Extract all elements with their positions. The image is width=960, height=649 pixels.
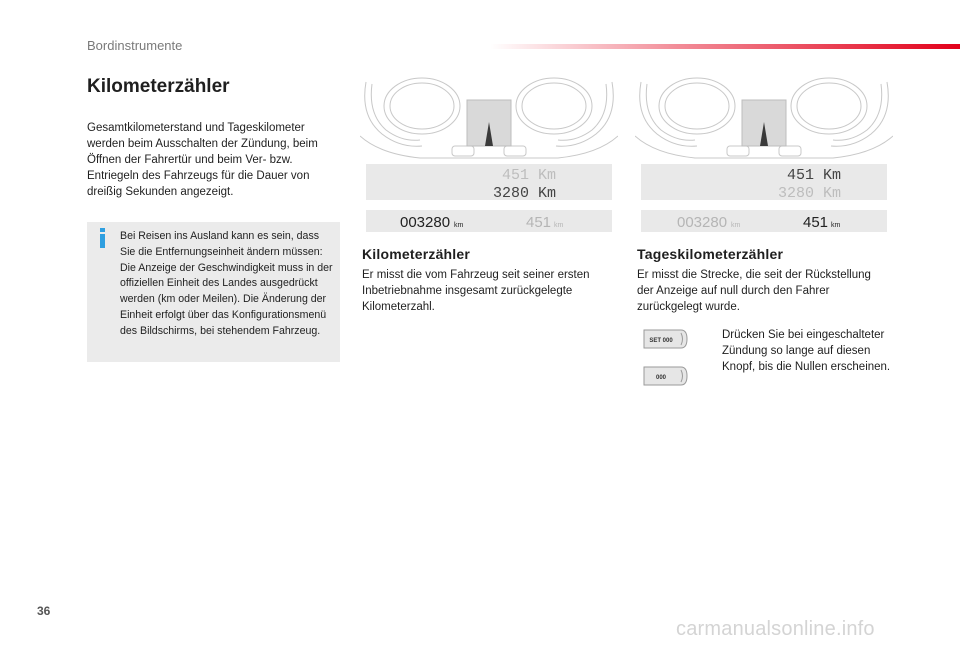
lcd-total-reading: 3280 Km — [777, 185, 841, 202]
info-text: Bei Reisen ins Ausland kann es sein, dass Sie die Entfernungseinheit ändern müssen: Die Anzeige der Geschwindigkeit muss in der offiziellen Einheit des Landes ausgedrückt werden (km oder Meilen). Die Änderung der Einheit erfolgt über das Konfigurationsmenü des Bildschirms, bei stehendem Fahrzeug. — [120, 230, 333, 337]
intro-paragraph: Gesamtkilometerstand und Tageskilometer werden beim Ausschalten der Zündung, beim Öffnen der Fahrertür und beim Ver- bzw. Entriegeln des Fahrzeugs für die Dauer von dreißig Sekunden angezeigt. — [87, 122, 318, 198]
section-label: Bordinstrumente — [87, 38, 183, 53]
lcd-total-reading: 3280 Km — [492, 185, 556, 202]
watermark: carmanualsonline.info — [676, 618, 875, 640]
reset-000-button-label: 000 — [655, 375, 667, 381]
info-icon — [98, 228, 108, 248]
dashboard-trip-illustration — [635, 76, 893, 236]
digital-trip-reading: 451 — [803, 214, 829, 231]
digital-trip-unit: km — [831, 222, 841, 229]
odometer-title: Kilometerzähler — [362, 246, 471, 262]
digital-trip-unit: km — [554, 222, 564, 229]
digital-total-reading: 003280 — [400, 214, 451, 231]
trip-title: Tageskilometerzähler — [637, 246, 784, 262]
digital-total-reading: 003280 — [677, 214, 728, 231]
odometer-text: Er misst die vom Fahrzeug seit seiner ersten Inbetriebnahme insgesamt zurückgelegte Kilometerzahl. — [362, 269, 590, 313]
lcd-trip-reading: 451 Km — [501, 167, 556, 184]
info-box — [87, 222, 340, 362]
digital-trip-reading: 451 — [526, 214, 552, 231]
trip-reset-step: Drücken Sie bei eingeschalteter Zündung so lange auf diesen Knopf, bis die Nullen erscheinen. — [722, 329, 891, 373]
digital-total-unit: km — [731, 222, 741, 229]
header-accent-bar — [490, 44, 960, 49]
set-000-button-label: SET 000 — [649, 338, 673, 344]
digital-total-unit: km — [454, 222, 464, 229]
reset-000-button-icon — [641, 365, 689, 387]
set-000-button-icon — [641, 328, 689, 350]
trip-text: Er misst die Strecke, die seit der Rückstellung der Anzeige auf null durch den Fahrer zurückgelegt wurde. — [637, 269, 871, 313]
page-title: Kilometerzähler — [87, 76, 230, 97]
page-number: 36 — [37, 604, 51, 618]
lcd-trip-reading: 451 Km — [786, 167, 841, 184]
dashboard-odometer-illustration — [360, 76, 618, 236]
